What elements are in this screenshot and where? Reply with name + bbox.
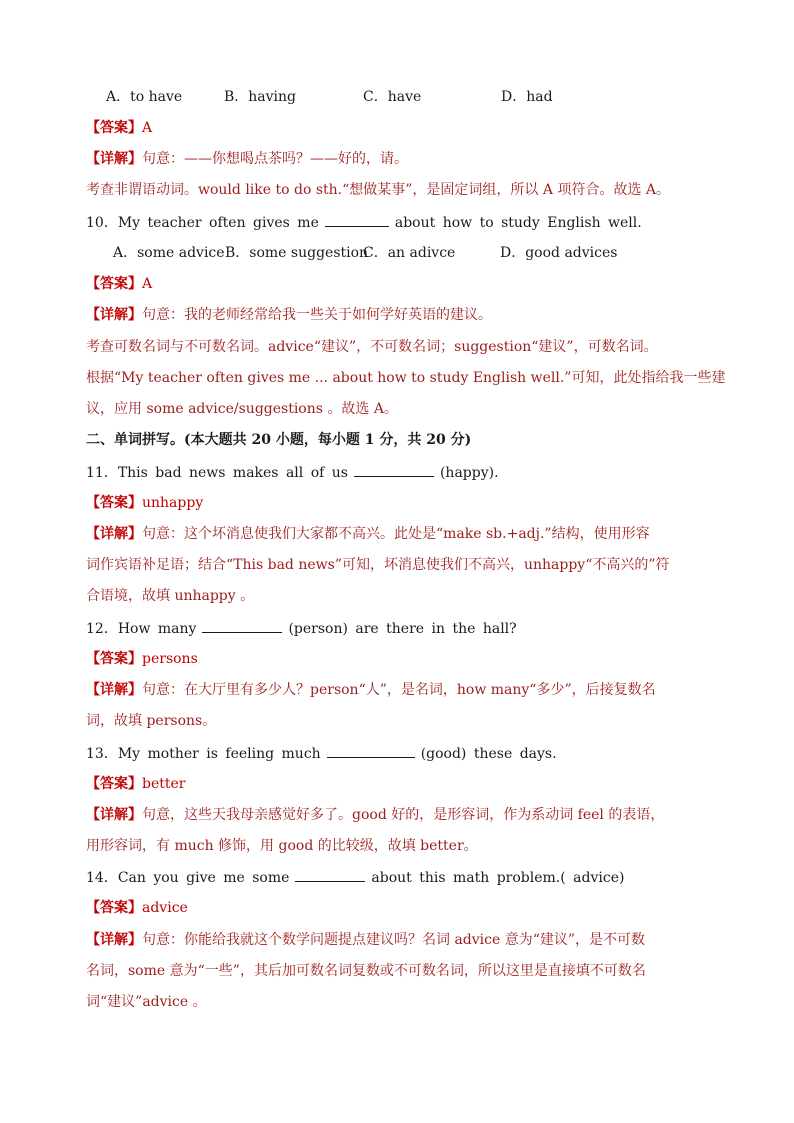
q10-detail-line4: 议，应用 some advice/suggestions 。故选 A。 <box>86 401 398 417</box>
answer-value: unhappy <box>142 495 204 511</box>
q9-detail-line2: 考查非谓语动词。would like to do sth.“想做某事”，是固定词组，所以 A 项符合。故选 A。 <box>86 182 670 198</box>
q10-blank <box>325 212 389 227</box>
detail-text: 句意：我的老师经常给我一些关于如何学好英语的建议。 <box>142 307 492 323</box>
answer-tag: 【答案】 <box>86 776 142 792</box>
q10-detail-line2: 考查可数名词与不可数名词。advice“建议”，不可数名词；suggestion“建议”，可数名词。 <box>86 339 658 355</box>
answer-tag: 【答案】 <box>86 120 142 136</box>
detail-tag: 【详解】 <box>86 932 142 948</box>
q10-stem-b: about how to study English well. <box>394 215 642 231</box>
q14-detail <box>86 930 714 950</box>
detail-text: 句意：你能给我就这个数学问题提点建议吗？名词 advice 意为“建议”，是不可数 <box>142 932 646 948</box>
q9-answer <box>86 118 714 138</box>
q10-option-d: D．good advices <box>500 245 618 261</box>
detail-tag: 【详解】 <box>86 807 142 823</box>
q10-stem-a: 10．My teacher often gives me <box>86 215 319 231</box>
section-heading: 二、单词拼写。(本大题共 20 小题，每小题 1 分，共 20 分) <box>86 432 472 448</box>
detail-tag: 【详解】 <box>86 307 142 323</box>
q13-blank <box>327 743 415 758</box>
q10-option-a: A．some advice <box>113 245 225 261</box>
answer-value: persons <box>142 651 198 667</box>
q9-option-a: A．to have <box>106 89 183 105</box>
q11-detail-line2: 词作宾语补足语；结合“This bad news”可知，坏消息使我们不高兴，unhappy“不高兴的”符 <box>86 557 670 573</box>
q9-option-c: C．have <box>363 89 422 105</box>
q14-answer <box>86 898 714 918</box>
q10-option-c: C．an adivce <box>363 245 456 261</box>
q12-blank <box>202 618 282 633</box>
q12-detail-line2: 词，故填 persons。 <box>86 713 217 729</box>
q11-detail-line3: 合语境，故填 unhappy 。 <box>86 588 255 604</box>
q13-answer <box>86 774 714 794</box>
q12-stem-b: (person) are there in the hall? <box>288 621 517 637</box>
q13-stem <box>86 743 714 764</box>
q11-stem-a: 11．This bad news makes all of us <box>86 465 348 481</box>
detail-text: 句意：——你想喝点茶吗？——好的，请。 <box>142 151 408 167</box>
q11-answer <box>86 493 714 513</box>
detail-tag: 【详解】 <box>86 526 142 542</box>
q9-option-b: B．having <box>224 89 297 105</box>
q13-stem-b: (good) these days. <box>420 746 557 762</box>
q12-detail <box>86 680 714 700</box>
q9-option-d: D．had <box>501 89 553 105</box>
q14-detail-line2: 名词，some 意为“一些”，其后加可数名词复数或不可数名词，所以这里是直接填不可数名 <box>86 963 646 979</box>
q10-answer <box>86 274 714 294</box>
q10-stem <box>86 212 714 233</box>
q10-detail <box>86 305 714 325</box>
q12-answer <box>86 649 714 669</box>
q12-stem <box>86 618 714 639</box>
q9-detail <box>86 149 714 169</box>
answer-tag: 【答案】 <box>86 900 142 916</box>
q14-stem <box>86 867 714 888</box>
answer-value: A <box>142 276 153 292</box>
answer-tag: 【答案】 <box>86 276 142 292</box>
q14-blank <box>295 867 365 882</box>
answer-value: better <box>142 776 186 792</box>
q12-stem-a: 12．How many <box>86 621 197 637</box>
detail-tag: 【详解】 <box>86 682 142 698</box>
q11-stem-b: (happy). <box>439 465 499 481</box>
q13-stem-a: 13．My mother is feeling much <box>86 746 321 762</box>
q10-detail-line3: 根据“My teacher often gives me ... about how to study English well.”可知，此处指给我一些建 <box>86 370 726 386</box>
q11-detail <box>86 524 714 544</box>
answer-value: A <box>142 120 153 136</box>
q14-stem-b: about this math problem.( advice) <box>371 870 625 886</box>
answer-tag: 【答案】 <box>86 651 142 667</box>
q11-stem <box>86 462 714 483</box>
q14-stem-a: 14．Can you give me some <box>86 870 290 886</box>
q14-detail-line3: 词“建议”advice 。 <box>86 994 207 1010</box>
q11-blank <box>354 462 434 477</box>
detail-tag: 【详解】 <box>86 151 142 167</box>
detail-text: 句意，这些天我母亲感觉好多了。good 好的，是形容词，作为系动词 feel 的表语， <box>142 807 665 823</box>
q13-detail-line2: 用形容词，有 much 修饰，用 good 的比较级，故填 better。 <box>86 838 478 854</box>
answer-value: advice <box>142 900 188 916</box>
detail-text: 句意：在大厅里有多少人？person“人”，是名词，how many“多少”，后接复数名 <box>142 682 656 698</box>
q10-option-b: B．some suggestion <box>225 245 369 261</box>
detail-text: 句意：这个坏消息使我们大家都不高兴。此处是“make sb.+adj.”结构，使用形容 <box>142 526 650 542</box>
answer-tag: 【答案】 <box>86 495 142 511</box>
q13-detail <box>86 805 714 825</box>
